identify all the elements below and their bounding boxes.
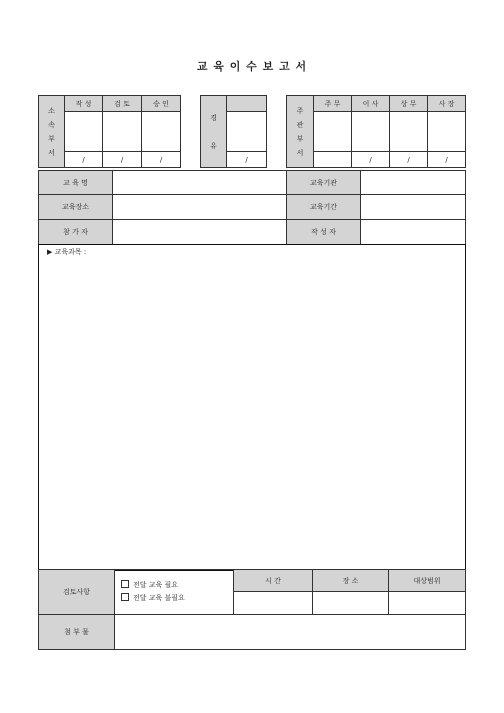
approval-host-sign-manager[interactable] — [314, 112, 352, 152]
approval-dept-date-write[interactable]: / — [65, 152, 103, 168]
approval-dept-col-review: 검 토 — [103, 96, 142, 112]
approval-host-col-director: 이 사 — [352, 96, 390, 112]
approval-dept-sign-approve[interactable] — [142, 112, 181, 152]
approval-via-date[interactable]: / — [227, 152, 267, 168]
approval-host-sign-executive[interactable] — [390, 112, 428, 152]
course-name-label: 교 육 명 — [39, 171, 113, 195]
approval-host-date-director[interactable]: / — [352, 152, 390, 168]
review-table — [38, 569, 466, 650]
approval-host-side-label: 주 관 부 서 — [287, 96, 314, 168]
attachment-field[interactable] — [115, 615, 466, 650]
approval-dept-date-approve[interactable]: / — [142, 152, 181, 168]
attachment-label: 첨 부 물 — [39, 615, 115, 650]
review-label: 검토사항 — [39, 570, 115, 615]
approval-dept-sign-write[interactable] — [65, 112, 103, 152]
approval-host-col-executive: 상 무 — [390, 96, 428, 112]
approval-via-header — [227, 96, 267, 112]
review-option-needed[interactable]: 전달 교육 필요 — [121, 579, 233, 592]
approval-host-sign-director[interactable] — [352, 112, 390, 152]
participants-label: 참 가 자 — [39, 220, 113, 245]
author-field[interactable] — [361, 220, 466, 245]
checkbox-icon[interactable] — [121, 580, 129, 588]
location-label: 교육장소 — [39, 195, 113, 220]
approval-host-date-manager[interactable] — [314, 152, 352, 168]
approval-dept-col-write: 작 성 — [65, 96, 103, 112]
approval-host-col-president: 사 장 — [428, 96, 466, 112]
course-subject-area[interactable] — [38, 244, 466, 571]
location-field[interactable] — [113, 195, 287, 220]
time-field[interactable] — [234, 592, 313, 615]
document-title: 교 육 이 수 보 고 서 — [196, 60, 308, 73]
review-options — [115, 570, 234, 615]
place-label: 장 소 — [313, 570, 389, 592]
participants-field[interactable] — [113, 220, 287, 245]
checkbox-icon[interactable] — [121, 593, 129, 601]
approval-dept-col-approve: 승 인 — [142, 96, 181, 112]
author-label: 작 성 자 — [287, 220, 361, 245]
target-field[interactable] — [389, 592, 466, 615]
period-field[interactable] — [361, 195, 466, 220]
course-subject-label: ▶ 교육과목 : — [47, 248, 87, 256]
institution-label: 교육기관 — [287, 171, 361, 195]
period-label: 교육기간 — [287, 195, 361, 220]
target-label: 대상범위 — [389, 570, 466, 592]
approval-dept-sign-review[interactable] — [103, 112, 142, 152]
info-table — [38, 170, 466, 245]
approval-via-table — [200, 95, 267, 168]
approval-dept-table — [38, 95, 181, 168]
review-option-not-needed[interactable]: 전달 교육 불필요 — [121, 592, 233, 605]
approval-via-sign[interactable] — [227, 112, 267, 152]
approval-dept-side-label: 소 속 부 서 — [39, 96, 65, 168]
approval-dept-date-review[interactable]: / — [103, 152, 142, 168]
approval-via-side-label: 경 유 — [201, 96, 227, 168]
approval-host-sign-president[interactable] — [428, 112, 466, 152]
approval-host-date-executive[interactable]: / — [390, 152, 428, 168]
approval-host-date-president[interactable]: / — [428, 152, 466, 168]
approval-host-col-manager: 주 무 — [314, 96, 352, 112]
place-field[interactable] — [313, 592, 389, 615]
approval-host-table — [286, 95, 466, 168]
course-name-field[interactable] — [113, 171, 287, 195]
time-label: 시 간 — [234, 570, 313, 592]
institution-field[interactable] — [361, 171, 466, 195]
